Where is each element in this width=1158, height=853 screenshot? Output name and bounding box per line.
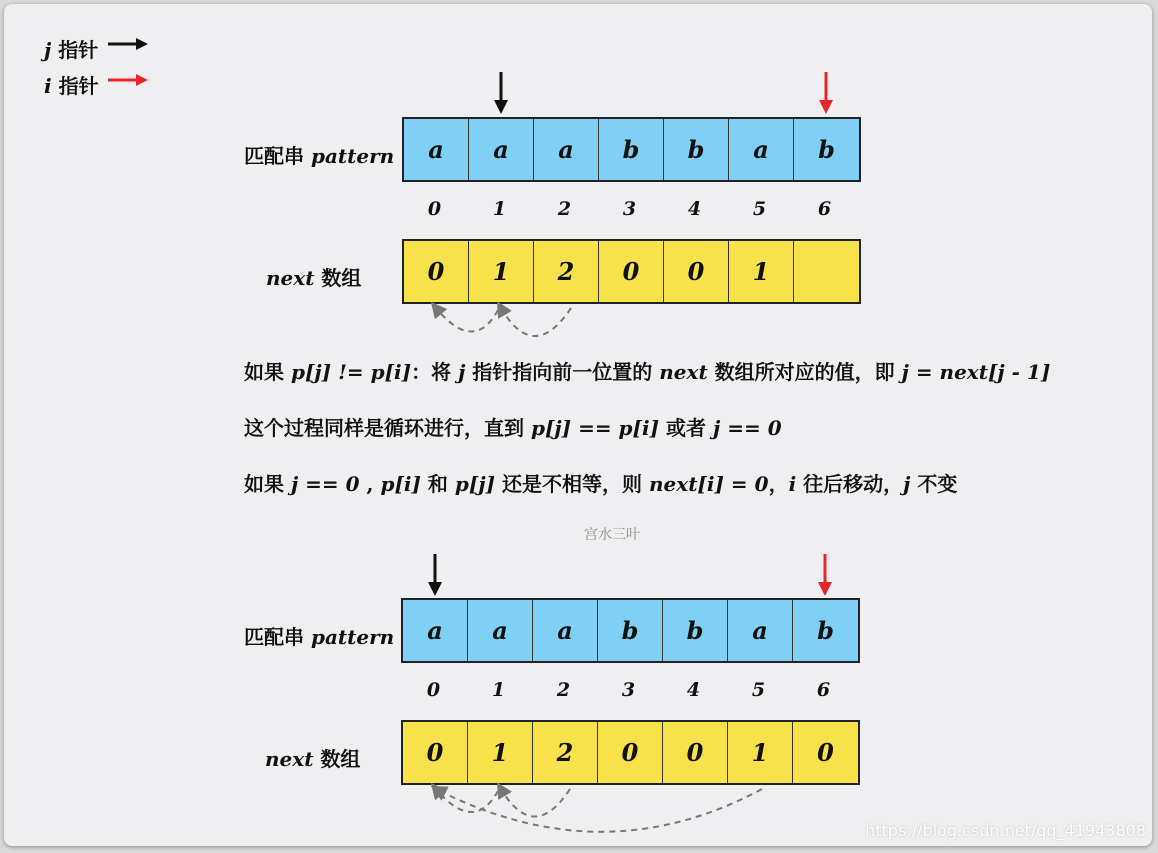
index-label: 3 bbox=[622, 198, 637, 220]
pattern-cell: a bbox=[404, 119, 469, 180]
next-label-word: next bbox=[266, 266, 315, 290]
arc-1-to-0 bbox=[436, 789, 498, 812]
pattern-label-prefix: 匹配串 bbox=[244, 144, 311, 168]
next-cell: 0 bbox=[404, 241, 469, 302]
arc-5-to-0 bbox=[438, 789, 762, 832]
index-label: 1 bbox=[491, 679, 506, 701]
index-label: 4 bbox=[686, 679, 701, 701]
pattern-cell: a bbox=[469, 119, 534, 180]
pattern-cell: b bbox=[664, 119, 729, 180]
desc3-l: j bbox=[903, 472, 911, 496]
index-label: 3 bbox=[621, 679, 636, 701]
next-label-suffix: 数组 bbox=[314, 266, 362, 290]
desc3-d: p[i] bbox=[380, 472, 421, 496]
arc-2-to-1 bbox=[501, 789, 570, 817]
desc2-c: 或者 bbox=[659, 416, 714, 440]
desc3-h: next[i] = 0 bbox=[649, 472, 769, 496]
desc3-j: i bbox=[788, 472, 797, 496]
desc3-e: 和 bbox=[420, 472, 455, 496]
pattern-cell: a bbox=[728, 600, 793, 661]
desc1-e: 指针指向前一位置的 bbox=[465, 360, 660, 384]
desc2-b: p[j] == p[i] bbox=[530, 416, 660, 440]
legend-j-var: j bbox=[44, 38, 52, 62]
desc1-f: next bbox=[659, 360, 708, 384]
next-cell: 2 bbox=[533, 722, 598, 783]
pattern-label-word: pattern bbox=[310, 625, 395, 649]
index-label: 2 bbox=[556, 679, 571, 701]
legend-i-var: i bbox=[44, 74, 52, 98]
index-label: 4 bbox=[687, 198, 702, 220]
pattern-cell: a bbox=[729, 119, 794, 180]
index-label: 6 bbox=[816, 679, 831, 701]
index-label: 0 bbox=[426, 679, 441, 701]
pattern-cell: b bbox=[794, 119, 859, 180]
pattern-cell: b bbox=[598, 600, 663, 661]
desc1-h: j = next[j - 1] bbox=[901, 360, 1051, 384]
desc3-c: , bbox=[359, 472, 381, 496]
desc3-g: 还是不相等，则 bbox=[495, 472, 649, 496]
pattern-label-prefix: 匹配串 bbox=[244, 625, 311, 649]
index-label: 5 bbox=[752, 198, 767, 220]
site-watermark: https://blog.csdn.net/qq_41943808 bbox=[865, 821, 1146, 840]
legend-i-text: 指针 bbox=[51, 74, 99, 98]
desc1-d: j bbox=[458, 360, 466, 384]
desc1-a: 如果 bbox=[244, 360, 291, 384]
next-cell: 0 bbox=[664, 241, 729, 302]
next-label-suffix: 数组 bbox=[313, 747, 361, 771]
arc-2-to-1 bbox=[501, 308, 571, 336]
desc3-i: ， bbox=[768, 472, 789, 496]
index-label: 6 bbox=[817, 198, 832, 220]
next-label-word: next bbox=[265, 747, 314, 771]
desc3-a: 如果 bbox=[244, 472, 291, 496]
next-cell: 1 bbox=[728, 722, 793, 783]
legend-j-text: 指针 bbox=[51, 38, 99, 62]
pattern-cell: b bbox=[793, 600, 858, 661]
desc3-m: 不变 bbox=[910, 472, 958, 496]
pattern-cell: a bbox=[533, 600, 598, 661]
index-label: 0 bbox=[427, 198, 442, 220]
index-label: 5 bbox=[751, 679, 766, 701]
desc1-c: ：将 bbox=[411, 360, 459, 384]
diagram-canvas bbox=[4, 4, 1152, 846]
desc2-a: 这个过程同样是循环进行，直到 bbox=[244, 416, 531, 440]
next-cell: 0 bbox=[663, 722, 728, 783]
next-cell: 0 bbox=[793, 722, 858, 783]
arc-1-to-0 bbox=[436, 308, 498, 332]
pattern-cell: b bbox=[599, 119, 664, 180]
desc2-d: j == 0 bbox=[713, 416, 782, 440]
next-cell: 1 bbox=[469, 241, 534, 302]
next-cell: 0 bbox=[599, 241, 664, 302]
dashed-arcs bbox=[4, 4, 1152, 846]
desc3-f: p[j] bbox=[454, 472, 496, 496]
next-cell: 0 bbox=[598, 722, 663, 783]
desc3-b: j == 0 bbox=[290, 472, 360, 496]
desc1-g: 数组所对应的值，即 bbox=[707, 360, 902, 384]
watermark-text: 宫水三叶 bbox=[584, 527, 640, 543]
pattern-label-word: pattern bbox=[310, 144, 395, 168]
index-label: 2 bbox=[557, 198, 572, 220]
next-cell: 2 bbox=[534, 241, 599, 302]
pattern-cell: a bbox=[534, 119, 599, 180]
pattern-cell: b bbox=[663, 600, 728, 661]
desc3-k: 往后移动， bbox=[796, 472, 904, 496]
next-cell: 1 bbox=[729, 241, 794, 302]
pattern-cell: a bbox=[468, 600, 533, 661]
pattern-cell: a bbox=[403, 600, 468, 661]
next-cell: 0 bbox=[403, 722, 468, 783]
index-label: 1 bbox=[492, 198, 507, 220]
desc1-b: p[j] != p[i] bbox=[290, 360, 412, 384]
next-cell: 1 bbox=[468, 722, 533, 783]
